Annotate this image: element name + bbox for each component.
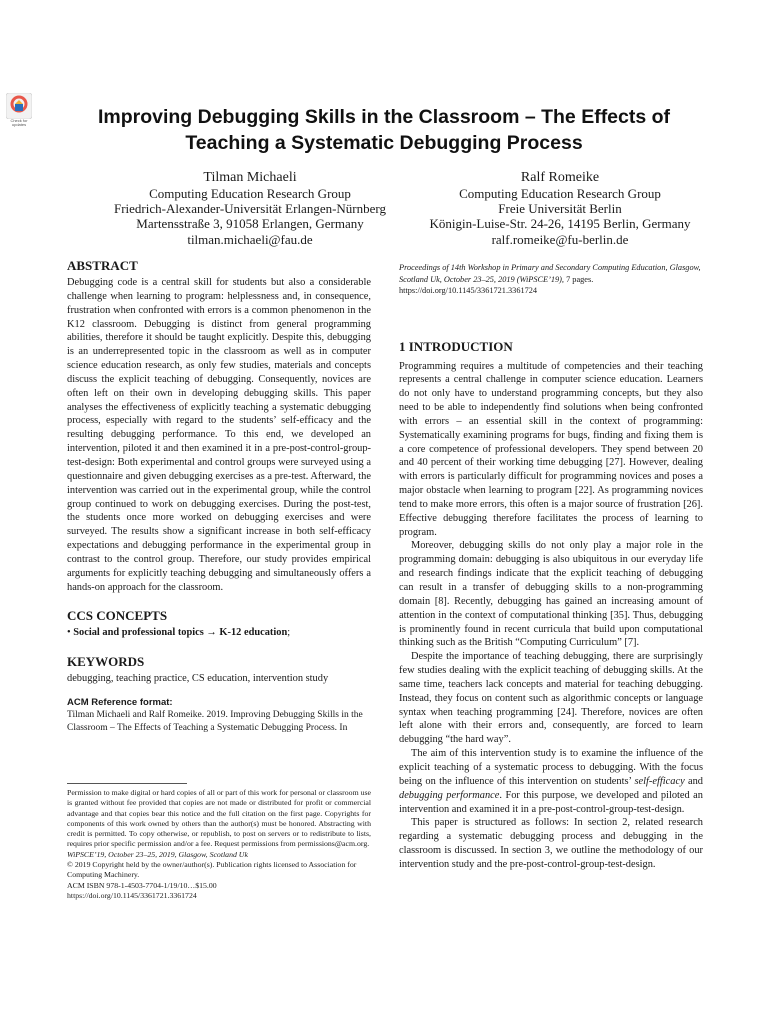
ccs-item: Social and professional topics [73,627,204,639]
badge-line-2: updates [11,122,27,127]
permission-doi[interactable]: https://doi.org/10.1145/3361721.3361724 [67,890,197,900]
paper-title [40,104,728,156]
title-line-2: Teaching a Systematic Debugging Process [185,132,583,154]
acm-ref-heading: ACM Reference format: [67,697,173,709]
p4-part-e: . For this purpose, we developed and piloted an intervention and examined it in a pre-post-control-group-test-design. [399,789,703,815]
proceedings-rest: 7 pages. [564,274,594,284]
ccs-bullet: • [67,627,71,639]
ccs-concepts [67,626,371,640]
author-email[interactable]: ralf.romeike@fu-berlin.de [491,231,629,247]
title-line-1: Improving Debugging Skills in the Classroom – The Effects of [97,106,671,128]
author-address: Martensstraße 3, 91058 Erlangen, Germany [136,216,364,232]
badge-line-1: Check for [10,118,28,123]
proceedings-italic: Proceedings of 14th Workshop in Primary and Secondary Computing Education, Glasgow, Scotland Uk, October 23–25, 2019 (WiPSCE’19), [399,263,701,284]
abstract-heading: ABSTRACT [67,258,138,273]
p4-part-c: and [684,775,704,787]
intro-paragraph-3: Despite the importance of teaching debugging, there are surprisingly few studies dealing with the explicit teaching of debugging skills. At the same time, teachers lack concepts and material for teaching debugging. Instead, they focus on content such as algorithmic concepts or language syntax when teaching programming [24]. Therefore, novices are often left alone with their errors and, consequently, are forced to learn debugging “the hard way”. [399,651,703,746]
p4-part-a: The aim of this intervention study is to examine the influence of the explicit teaching of a systematic process to debugging. With the focus being on the influence of this intervention on students’ [399,748,703,787]
left-column [67,258,371,734]
intro-paragraph-4 [399,747,703,816]
ccs-arrow: → [203,627,220,639]
author-institution: Friedrich-Alexander-Universität Erlangen-Nürnberg [113,201,387,217]
ccs-heading: CCS CONCEPTS [67,608,168,624]
keywords-heading: KEYWORDS [67,654,145,670]
author-name: Ralf Romeike [520,170,600,185]
permission-notice [67,783,371,901]
author-address: Königin-Luise-Str. 24-26, 14195 Berlin, Germany [429,216,691,232]
keywords-text: debugging, teaching practice, CS education, intervention study [67,673,329,685]
intro-paragraph-5: This paper is structured as follows: In section 2, related research regarding a systematic debugging process and debugging in the classroom is discussed. In section 3, we outline the methodology of our intervention study and the pre-post-control-group-test-design. [399,817,703,870]
p4-self-efficacy: self-efficacy [634,775,685,787]
abstract-text: Debugging code is a central skill for students but also a considerable challenge when learning to program: helplessness and, in consequence, frustration when confronted with errors is a common phenomenon in the K12 classroom. Debugging is distinct from general programming abilities, therefore it should be taught explicitly. Despite this, debugging is an underrepresented topic in the classroom as well as in computer science education research, as only few studies, materials and concepts discuss the explicit teaching of debugging. Consequently, novices are often left on their own in developing debugging skills. This paper analyses the effectiveness of explicitly teaching a systematic debugging process, especially with regard to the students’ self-efficacy and the resulting debugging performance. To this end, we developed an intervention, piloted it and then examined it in a pre-post-control-group-test-design: Both experimental and control groups were surveyed using a questionnaire and given debugging exercises as a pre-test. Afterward, the intervention was carried out in the experimental group, while the control group continued to work on debugging exercises. During the post-test, the students once more worked on debugging exercises and were surveyed. The results show a significant increase in both self-efficacy expectations and debugging performance in the experimental group in contrast to the control group. Therefore, our study provides empirical arguments for explicitly teaching debugging and simultaneously offers a hands-on approach for the classroom. [67,277,371,593]
author-block-2 [400,170,720,247]
right-column [399,262,703,872]
footnote-rule [67,783,187,784]
permission-isbn: ACM ISBN 978-1-4503-7704-1/19/10…$15.00 [67,880,217,890]
author-name: Tilman Michaeli [203,170,297,185]
p4-debugging-performance: debugging performance [399,789,500,801]
permission-text: Permission to make digital or hard copies of all or part of this work for personal or classroom use is granted without fee provided that copies are not made or distributed for profit or commercial advantage and that copies bear this notice and the full citation on the first page. Copyrights for components of this work owned by others than the author(s) must be honored. Abstracting with credit is permitted. To copy otherwise, or republish, to post on servers or to redistribute to lists, requires prior specific permission and/or a fee. Request permissions from permissions@acm.org. [67,788,371,849]
acm-ref-text: Tilman Michaeli and Ralf Romeike. 2019. Improving Debugging Skills in the Classroom – The Effects of Teaching a Systematic Debugging Process. In [67,710,363,733]
proceedings-note [399,262,703,297]
author-affiliation: Computing Education Research Group [149,186,351,201]
author-institution: Freie Universität Berlin [498,201,622,217]
permission-venue: WiPSCE’19, October 23–25, 2019, Glasgow, Scotland Uk [67,849,248,859]
author-email[interactable]: tilman.michaeli@fau.de [187,231,313,247]
intro-paragraph-1: Programming requires a multitude of competencies and their teaching represents a central challenge in computer science education. Learners do not only have to understand programming concepts, but they also need to be able to independently find solutions when being confronted with errors – an essential skill in the context of programming: Systematically examining programs for bugs, finding and fixing them is a core competence of professional developers. They spend between 20 and 40 percent of their working time debugging [27]. However, dealing with errors is particularly difficult for programming novices and poses a major obstacle when learning to program [22]. As programming novices tend to make more errors, this often is a major source of frustration [26]. Effective debugging therefore facilitates the process of learning to program. [399,360,703,538]
intro-heading: 1 INTRODUCTION [399,338,513,354]
author-affiliation: Computing Education Research Group [459,186,661,201]
ccs-sub: K-12 education [219,627,288,639]
check-for-updates-badge[interactable] [4,93,34,127]
intro-paragraph-2: Moreover, debugging skills do not only play a major role in the programming domain: debugging is also ubiquitous in our everyday life and research findings indicate that the explicit teaching of debugging can result in a transfer of debugging skills to a non-programming domain [8]. Recently, debugging has gained an increasing amount of attention in the context of computational thinking [35]. Thus, debugging is prominently found in recent curricula that build upon computational thinking such as the British “Computing Curriculum” [7]. [399,540,703,649]
proceedings-doi[interactable]: https://doi.org/10.1145/3361721.3361724 [399,286,538,295]
permission-copyright: © 2019 Copyright held by the owner/author(s). Publication rights licensed to Association for Computing Machinery. [67,860,357,880]
crossmark-icon [6,93,32,119]
author-block-1 [90,170,410,247]
ccs-end: ; [287,627,291,639]
